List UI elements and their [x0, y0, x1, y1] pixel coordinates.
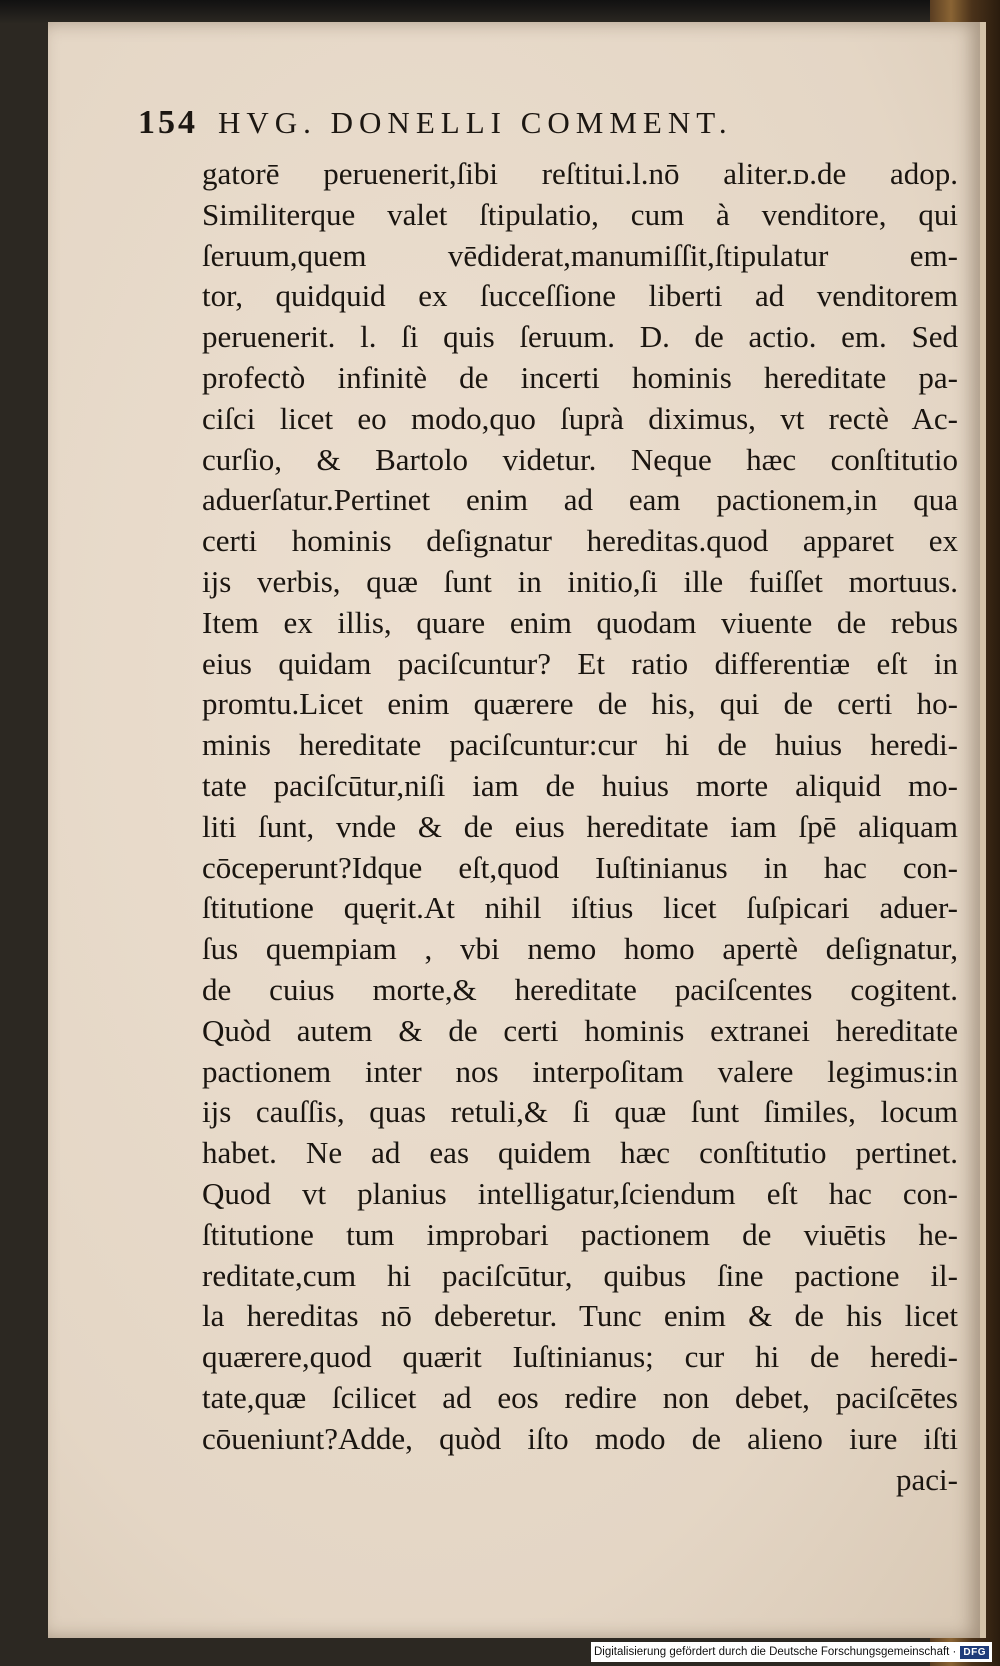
text-line: ijs cauſſis, quas retuli,& ſi quæ ſunt ſimiles, locum [202, 1094, 958, 1130]
text-line: Item ex illis, quare enim quodam viuente de rebus [202, 604, 958, 640]
digitization-credit [591, 1642, 992, 1662]
body-text [202, 154, 958, 1500]
text-line: la hereditas nō deberetur. Tunc enim & de his licet [202, 1298, 958, 1334]
text-line: curſio, & Bartolo videtur. Neque hæc conſtitutio [202, 441, 958, 477]
text-line: tate,quæ ſcilicet ad eos redire non debet, paciſcētes [202, 1379, 958, 1415]
text-line: reditate,cum hi paciſcūtur, quibus ſine pactione il- [202, 1257, 958, 1293]
text-line: tate paciſcūtur,niſi iam de huius morte aliquid mo- [202, 767, 958, 803]
text-line: peruenerit. l. ſi quis ſeruum. D. de actio. em. Sed [202, 319, 958, 355]
text-line: cōceperunt?Idque eſt,quod Iuſtinianus in hac con- [202, 849, 958, 885]
text-line: tor, quidquid ex ſucceſſione liberti ad venditorem [202, 278, 958, 314]
text-line: Quod vt planius intelligatur,ſciendum eſt hac con- [202, 1175, 958, 1211]
text-line: de cuius morte,& hereditate paciſcentes cogitent. [202, 971, 958, 1007]
text-line: habet. Ne ad eas quidem hæc conſtitutio pertinet. [202, 1135, 958, 1171]
text-line: liti ſunt, vnde & de eius hereditate iam ſpē aliquam [202, 808, 958, 844]
text-line: ſeruum,quem vēdiderat,manumiſſit,ſtipulatur em- [202, 237, 958, 273]
text-line: gatorē peruenerit,ſibi reſtitui.l.nō aliter.ᴅ.de adop. [202, 156, 958, 191]
text-line: ſus quempiam , vbi nemo homo apertè deſignatur, [202, 931, 958, 967]
text-line: profectò infinitè de incerti hominis hereditate pa- [202, 359, 958, 395]
running-head: HVG. DONELLI COMMENT. [218, 105, 733, 140]
text-line: quærere,quod quærit Iuſtinianus; cur hi de heredi- [202, 1339, 958, 1375]
text-line: paci- [896, 1461, 958, 1497]
scan-background [0, 0, 1000, 24]
page-header [138, 104, 968, 142]
text-line: ciſci licet eo modo,quo ſuprà diximus, vt rectè Ac- [202, 400, 958, 436]
text-line: ſtitutione tum improbari pactionem de viuētis he- [202, 1216, 958, 1252]
text-line: ſtitutione quęrit.At nihil iſtius licet ſuſpicari aduer- [202, 890, 958, 926]
text-line: Similiterque valet ſtipulatio, cum à venditore, qui [202, 196, 958, 232]
text-line: minis hereditate paciſcuntur:cur hi de huius heredi- [202, 727, 958, 763]
text-line: cōueniunt?Adde, quòd iſto modo de alieno iure iſti [202, 1420, 958, 1456]
text-line: promtu.Licet enim quærere de his, qui de certi ho- [202, 686, 958, 722]
text-line: eius quidam paciſcuntur? Et ratio differentiæ eſt in [202, 645, 958, 681]
credit-text: Digitalisierung gefördert durch die Deutsche Forschungsgemeinschaft · [593, 1646, 957, 1658]
page-number: 154 [138, 104, 198, 141]
text-line: Quòd autem & de certi hominis extranei hereditate [202, 1012, 958, 1048]
text-line: certi hominis deſignatur hereditas.quod apparet ex [202, 523, 958, 559]
dfg-logo: DFG [960, 1646, 989, 1659]
text-line: ijs verbis, quæ ſunt in initio,ſi ille fuiſſet mortuus. [202, 563, 958, 599]
text-line: pactionem inter nos interpoſitam valere legimus:in [202, 1053, 958, 1089]
text-line: aduerſatur.Pertinet enim ad eam pactionem,in qua [202, 482, 958, 518]
